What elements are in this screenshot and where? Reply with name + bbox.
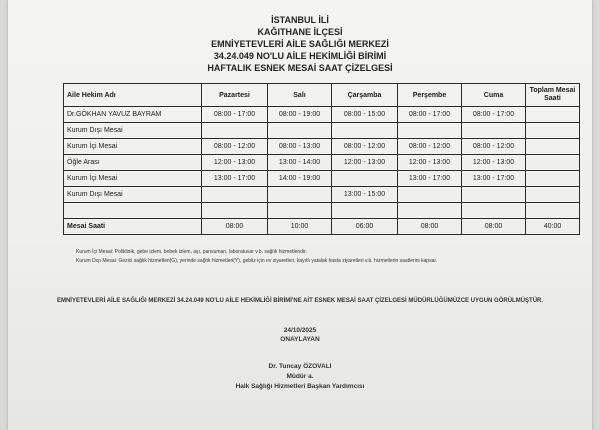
table-cell <box>398 123 462 139</box>
table-cell: 08:00 - 12:00 <box>398 139 462 155</box>
signatory-name: Dr. Tuncay ÖZOVALI <box>268 363 332 370</box>
row-label: Kurum İçi Mesai <box>64 171 202 187</box>
table-row <box>64 107 580 123</box>
table-cell: 13:00 - 17:00 <box>202 171 268 187</box>
header-district: KAĞITHANE İLÇESİ <box>257 27 343 37</box>
document-page <box>8 0 592 430</box>
table-cell: 08:00 - 12:00 <box>462 139 526 155</box>
approval-date-block <box>8 326 592 344</box>
table-cell <box>526 203 580 219</box>
total-row <box>64 219 580 235</box>
table-cell <box>202 187 268 203</box>
table-cell <box>268 203 332 219</box>
header-unit: 34.24.049 NO'LU AİLE HEKİMLİĞİ BİRİMİ <box>213 51 387 61</box>
approval-statement: EMNİYETEVLERİ AİLE SAĞLIĞI MERKEZİ 34.24.049 NO'LU AİLE HEKİMLİĞİ BİRİMİ'NE AİT ESNEK MESAİ SAAT ÇİZELGESİ MÜDÜRLÜĞÜMÜZCE UYGUN GÖRÜLMÜŞTÜR. <box>56 298 544 304</box>
signature-block <box>8 362 592 392</box>
table-cell <box>332 123 398 139</box>
table-cell <box>526 107 580 123</box>
table-cell: 12:00 - 13:00 <box>398 155 462 171</box>
table-cell <box>268 187 332 203</box>
table-row <box>64 123 580 139</box>
schedule-table <box>63 83 580 235</box>
column-header: Aile Hekim Adı <box>64 84 202 107</box>
column-header: Çarşamba <box>332 84 398 107</box>
table-cell: 12:00 - 13:00 <box>332 155 398 171</box>
notes <box>76 248 437 266</box>
table-cell: 12:00 - 13:00 <box>462 155 526 171</box>
row-label: Dr.GÖKHAN YAVUZ BAYRAM <box>64 107 202 123</box>
table-cell <box>462 187 526 203</box>
table-row <box>64 203 580 219</box>
table-cell <box>526 155 580 171</box>
table-cell <box>332 171 398 187</box>
table-cell: 10:00 <box>268 219 332 235</box>
signatory-position: Halk Sağlığı Hizmetleri Başkan Yardımcısı <box>235 383 365 390</box>
table-row <box>64 139 580 155</box>
table-cell: 08:00 - 13:00 <box>268 139 332 155</box>
row-label <box>64 203 202 219</box>
table-cell: 13:00 - 17:00 <box>398 171 462 187</box>
table-cell: 08:00 <box>202 219 268 235</box>
table-cell: 08:00 - 19:00 <box>268 107 332 123</box>
document-header <box>8 14 592 74</box>
table-header-row <box>64 84 580 107</box>
table-cell <box>268 123 332 139</box>
column-header: Salı <box>268 84 332 107</box>
table-cell: 12:00 - 13:00 <box>202 155 268 171</box>
table-cell: 08:00 - 12:00 <box>202 139 268 155</box>
table-cell <box>526 187 580 203</box>
table-cell: 14:00 - 19:00 <box>268 171 332 187</box>
signatory-title: Müdür a. <box>286 373 314 380</box>
table-cell <box>526 123 580 139</box>
header-province: İSTANBUL İLİ <box>271 15 329 25</box>
approved-label: ONAYLAYAN <box>280 336 320 343</box>
table-cell <box>398 187 462 203</box>
note-internal-hours: Kurum İçi Mesai: Poliklinik, gebe izlem, bebek izlem, aşı, pansuman, laboratuvar v.b. sağlık hizmetlendir. <box>76 249 307 255</box>
table-row <box>64 171 580 187</box>
table-cell: 13:00 - 15:00 <box>332 187 398 203</box>
table-cell: 08:00 - 15:00 <box>332 107 398 123</box>
table-cell: 06:00 <box>332 219 398 235</box>
table-cell: 13:00 - 14:00 <box>268 155 332 171</box>
table-cell <box>462 203 526 219</box>
table-cell: 40:00 <box>526 219 580 235</box>
row-label: Kurum Dışı Mesai <box>64 187 202 203</box>
column-header: Toplam Mesai Saati <box>526 84 580 107</box>
table-row <box>64 187 580 203</box>
table-cell: 08:00 - 12:00 <box>332 139 398 155</box>
table-cell <box>332 203 398 219</box>
table-cell <box>462 123 526 139</box>
row-label: Öğle Arası <box>64 155 202 171</box>
header-health-center: EMNİYETEVLERİ AİLE SAĞLIĞI MERKEZİ <box>211 39 389 49</box>
table-cell: 13:00 - 17:00 <box>462 171 526 187</box>
table-cell <box>526 139 580 155</box>
row-label: Mesai Saati <box>64 219 202 235</box>
table-cell: 08:00 <box>462 219 526 235</box>
table-cell: 08:00 <box>398 219 462 235</box>
column-header: Cuma <box>462 84 526 107</box>
table-cell <box>526 171 580 187</box>
table-cell <box>202 203 268 219</box>
table-row <box>64 155 580 171</box>
column-header: Pazartesi <box>202 84 268 107</box>
table-cell <box>398 203 462 219</box>
note-external-hours: Kurum Dışı Mesai: Gezici sağlık hizmetleri(G), yerinde sağlık hizmetleri(Y), gebliz için ev ziyaretleri, kayıtlı yatalak hasta ziyaretleri v.b. hizmetlerin saatlerini kapsar. <box>76 258 438 264</box>
column-header: Perşembe <box>398 84 462 107</box>
row-label: Kurum İçi Mesai <box>64 139 202 155</box>
approval-date: 24/10/2025 <box>283 327 317 334</box>
header-schedule-title: HAFTALIK ESNEK MESAİ SAAT ÇİZELGESİ <box>207 63 393 73</box>
row-label: Kurum Dışı Mesai <box>64 123 202 139</box>
table-cell: 08:00 - 17:00 <box>202 107 268 123</box>
table-cell: 08:00 - 17:00 <box>462 107 526 123</box>
table-cell: 08:00 - 17:00 <box>398 107 462 123</box>
table-cell <box>202 123 268 139</box>
